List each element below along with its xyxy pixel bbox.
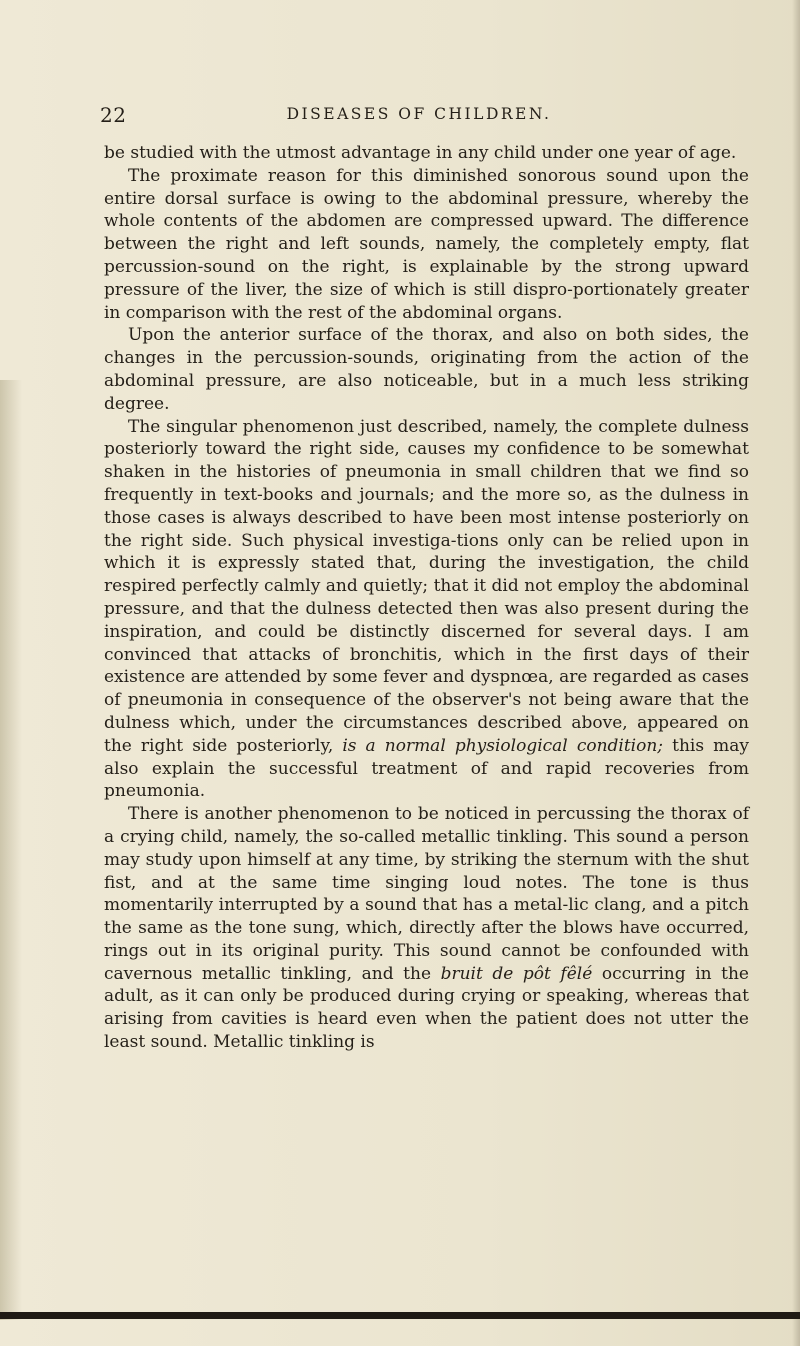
paragraph-text: this may also explain the successful treatment of and rapid recoveries from pneumonia.: [104, 735, 749, 802]
paragraph: be studied with the utmost advantage in any child under one year of age.: [104, 143, 737, 163]
paragraph: The proximate reason for this diminished sonorous sound upon the entire dorsal surface is owing to the abdominal pressure, whereby the whole contents of the abdomen are compressed upward. The difference between the right and left sounds, namely, the completely empty, flat percussion-sound on the right, is explainable by the strong upward pressure of the liver, the size of which is still dispro-portionately greater in comparison with the rest of the abdominal organs.: [104, 165, 749, 323]
paragraph-text: There is another phenomenon to be noticed in percussing the thorax of a crying child, namely, the so-called metallic tinkling. This sound a person may study upon himself at any time, by striking the sternum with the shut fist, and at the same time singing loud notes. The tone is thus momentarily interrupted by a sound that has a metal-lic clang, and a pitch the same as the tone sung, which, directly after the blows have occurred, rings out in its original purity. This sound cannot be confounded with cavernous metallic tinkling, and the: [104, 804, 749, 984]
paragraph: [104, 803, 749, 1054]
body-text: [104, 142, 749, 1054]
running-title: DISEASES OF CHILDREN.: [286, 105, 552, 123]
paragraph: [104, 416, 749, 804]
paragraph: Upon the anterior surface of the thorax, and also on both sides, the changes in the percussion-sounds, originating from the action of the abdominal pressure, are also noticeable, but in a much less striking degree.: [104, 325, 749, 414]
paragraph-text: The singular phenomenon just described, namely, the complete dulness posteriorly toward the right side, causes my confidence to be somewhat shaken in the histories of pneumonia in small children that we find so frequently in text-books and journals; and the more so, as the dulness in those cases is always described to have been most intense posteriorly on the right side. Such physical investiga-tions only can be relied upon in which it is expressly stated that, during the investigation, the child respired perfectly calmly and quietly; that it did not employ the abdominal pressure, and that the dulness detected then was also present during the inspiration, and could be distinctly discerned for several days. I am convinced that attacks of bronchitis, which in the first days of their existence are attended by some fever and dyspnœa, are regarded as cases of pneumonia in consequence of the observer's not being aware that the dulness which, under the circumstances described above, appeared on the right side posteriorly,: [104, 416, 749, 756]
bottom-rule: [0, 1312, 800, 1319]
page-number: 22: [100, 103, 127, 127]
paragraph-text: occurring in the adult, as it can only be produced during crying or speaking, whereas that arising from cavities is heard even when the patient does not utter the least sound. Metallic tinkling is: [104, 963, 749, 1053]
page-header: [100, 103, 738, 133]
page-shadow: [0, 380, 22, 1320]
italic-phrase: is a normal physiological condition;: [342, 735, 664, 756]
italic-phrase: bruit de pôt fêlé: [440, 963, 593, 984]
page-edge: [792, 0, 800, 1346]
